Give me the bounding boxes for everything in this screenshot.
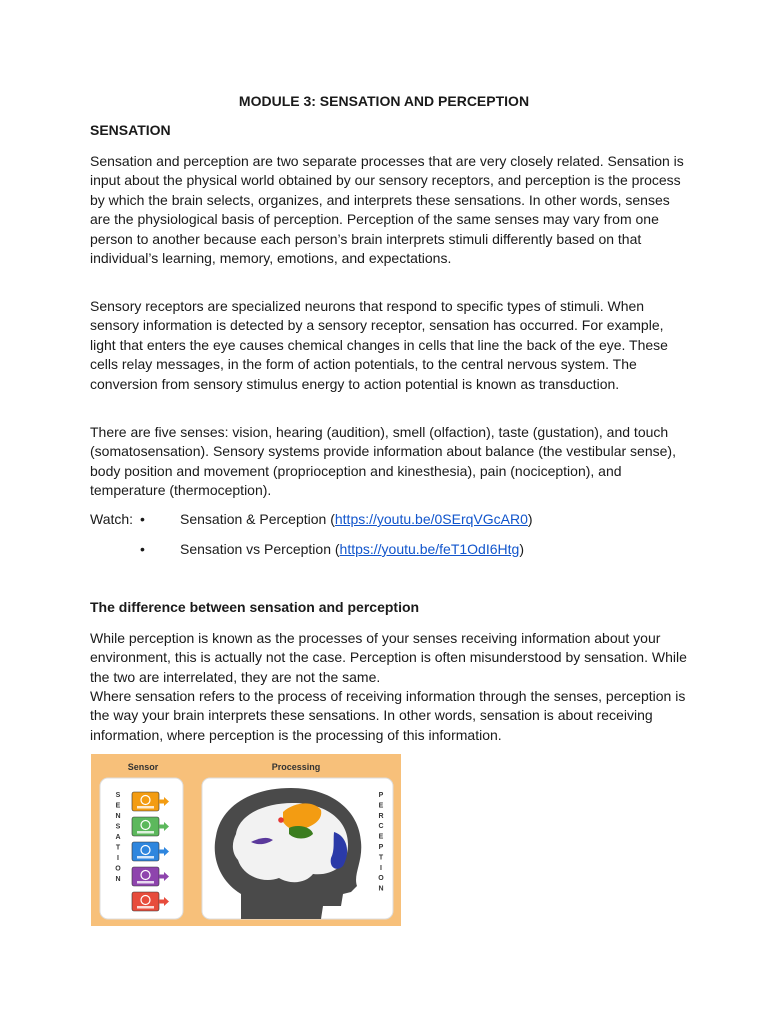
video-link-1[interactable]: https://youtu.be/0SErqVGcAR0 [334, 511, 528, 527]
perception-letters-letter: P [378, 792, 384, 799]
difference-paragraph-2: Where sensation refers to the process of receiving information through the senses, perception is the way your brain interprets these sensations. In other words, sensation is about receiving information, where perception is the processing of this information. [90, 688, 686, 743]
perception-letters-letter: T [378, 854, 384, 862]
bullet-icon: • [140, 511, 145, 527]
difference-heading: The difference between sensation and perception [90, 599, 420, 615]
perception-letters-letter: N [378, 885, 384, 893]
difference-paragraph-1: While perception is known as the processes of your senses receiving information about your environment, this is actually not the case. Perception is often misunderstood by sensation. While the two are interrelated, they are not the same. [90, 630, 687, 685]
video-item-2: Sensation vs Perception (https://youtu.be/feT1OdI6Htg) [180, 541, 524, 557]
perception-letters-letter: O [378, 875, 384, 883]
bullet-icon: • [140, 541, 145, 557]
sensation-letters-letter: S [115, 792, 121, 799]
perception-letters-letter: E [378, 802, 384, 810]
perception-letters-letter: R [378, 812, 384, 820]
perception-letters-letter: P [378, 844, 384, 851]
sensation-letters-letter: A [115, 834, 121, 841]
sensation-letters-letter: N [115, 813, 121, 820]
page-title: MODULE 3: SENSATION AND PERCEPTION [238, 93, 530, 109]
video-item-2-text: Sensation vs Perception ( [180, 541, 340, 557]
watch-list-item-1 [90, 510, 533, 529]
sensation-letters-letter: N [115, 876, 121, 883]
section-heading-sensation: SENSATION [90, 122, 171, 138]
paragraph-1: Sensation and perception are two separate processes that are very closely related. Sensation is input about the physical world obtained by our sensory receptors, and perception is the process by which the brain selects, organizes, and interprets these sensations. In other words, senses are the physiological basis of perception. Perception of the same senses may vary from one person to another because each person’s brain interprets stimuli differently based on that individual’s learning, memory, emotions, and expectations. [90, 153, 684, 267]
paragraph-2: Sensory receptors are specialized neurons that respond to specific types of stimuli. When sensory information is detected by a sensory receptor, sensation has occurred. For example, light that enters the eye causes chemical changes in cells that line the back of the eye. These cells relay messages, in the form of action potentials, to the central nervous system. The conversion from sensory stimulus energy to action potential is known as transduction. [90, 298, 668, 392]
sensation-letters-letter: O [115, 865, 121, 873]
video-item-1: Sensation & Perception (https://youtu.be/0SErqVGcAR0) [180, 511, 533, 527]
perception-letters-letter: I [380, 864, 382, 872]
sensation-letters-letter: T [115, 844, 121, 852]
video-item-1-text: Sensation & Perception ( [180, 511, 335, 527]
processing-label: Processing [271, 762, 321, 772]
watch-label: Watch: [90, 511, 134, 527]
video-link-2[interactable]: https://youtu.be/feT1OdI6Htg [339, 541, 520, 557]
perception-letters-letter: E [378, 833, 384, 841]
sensor-label: Sensor [127, 762, 159, 772]
sensation-perception-figure [91, 754, 401, 926]
sensation-letters-letter: S [115, 823, 121, 831]
sensation-letters-letter: E [115, 802, 121, 810]
paragraph-3: There are five senses: vision, hearing (audition), smell (olfaction), taste (gustation), and touch (somatosensation). Sensory systems provide information about balance (the vestibular sense), body position and movement (proprioception and kinesthesia), pain (nociception), and temperature (thermoception). [90, 424, 676, 499]
perception-letters-letter: C [378, 823, 384, 831]
sensation-letters-letter: I [117, 855, 119, 862]
